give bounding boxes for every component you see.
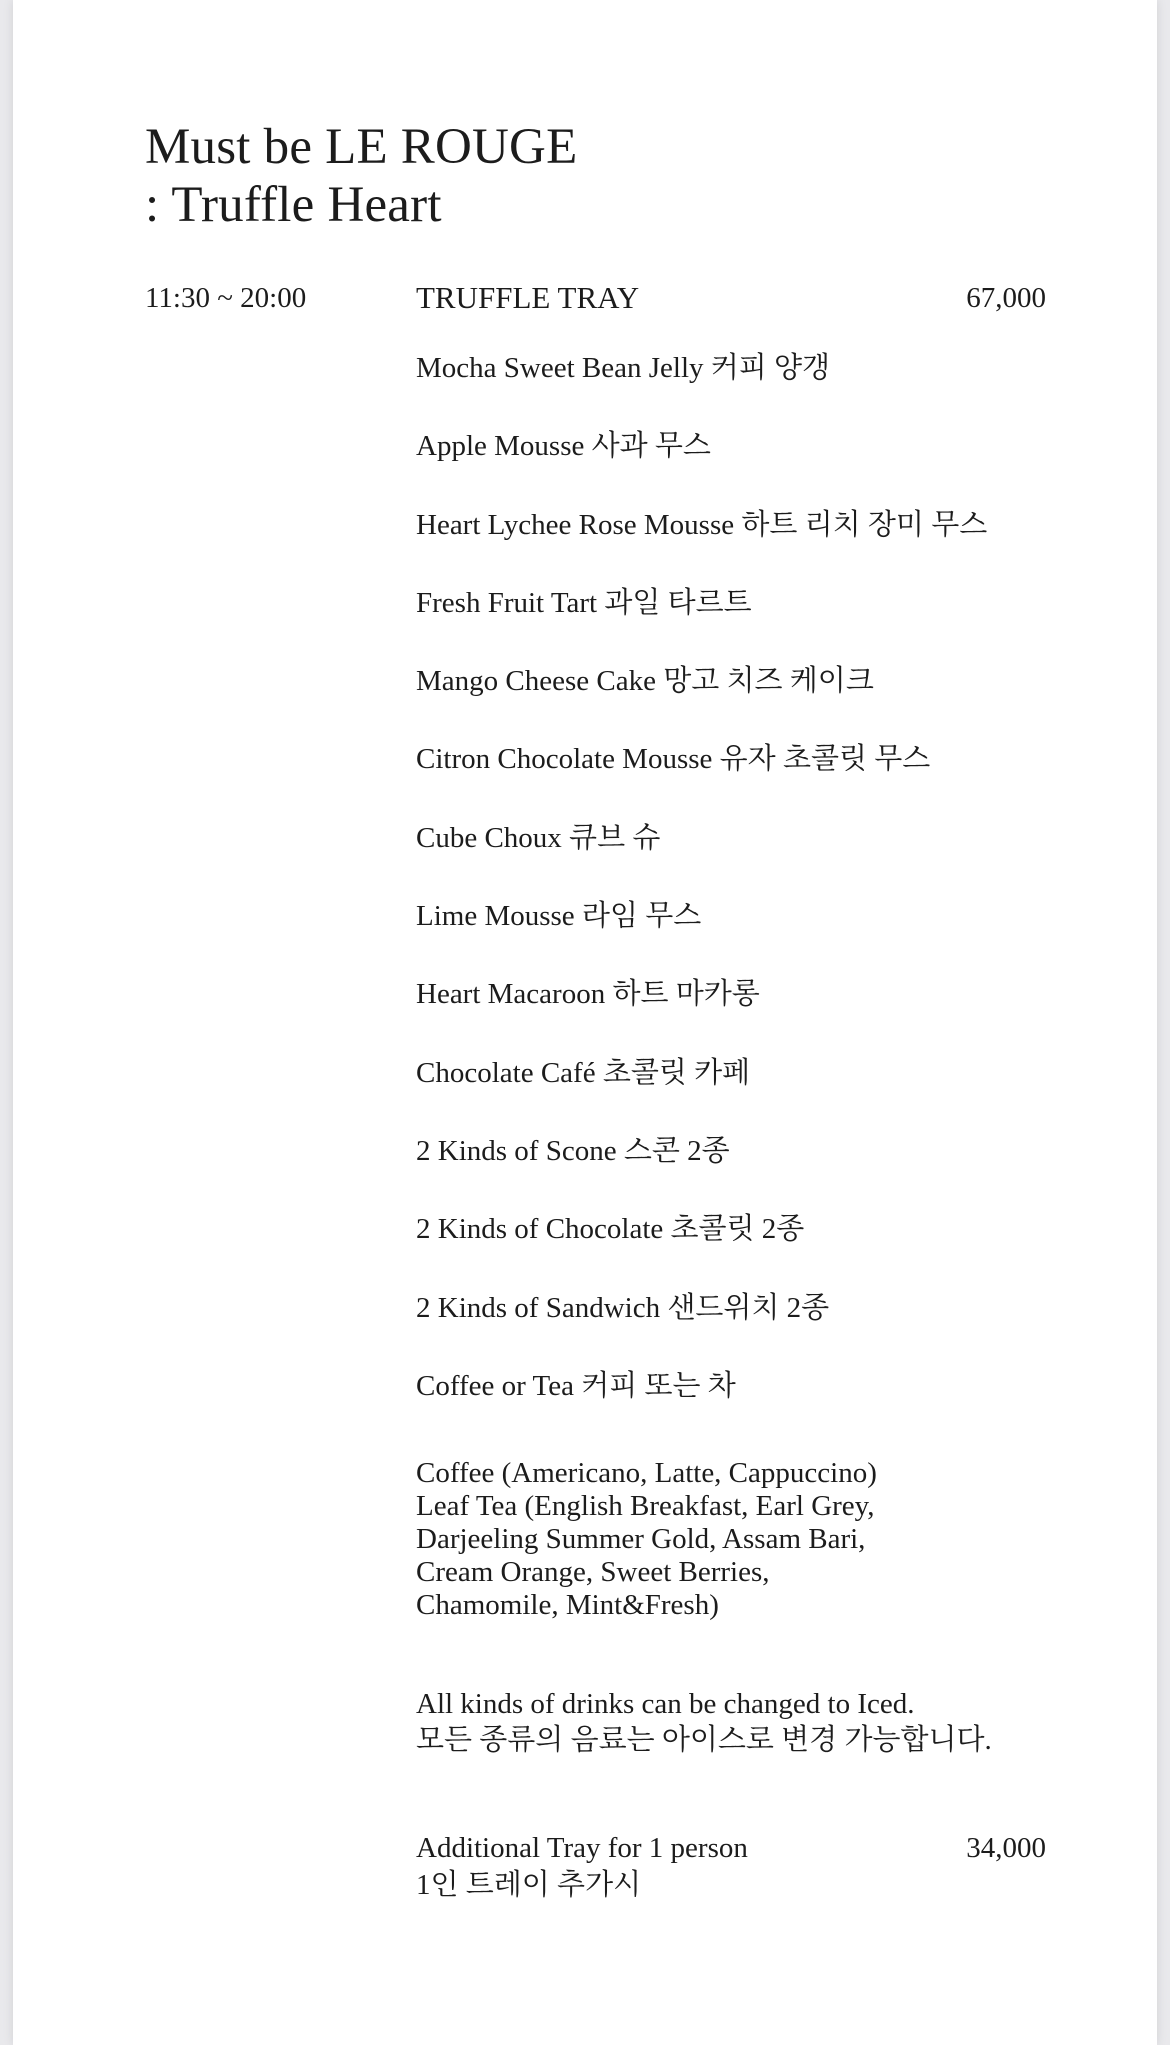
tray-item: 2 Kinds of Sandwich 샌드위치 2종 [416,1291,830,1324]
tray-item: Cube Choux 큐브 슈 [416,821,661,854]
tray-item: Apple Mousse 사과 무스 [416,430,711,463]
additional-tray-english: Additional Tray for 1 person [416,1832,748,1864]
tray-item: Heart Macaroon 하트 마카롱 [416,978,760,1011]
drink-options-line: Darjeeling Summer Gold, Assam Bari, [416,1523,866,1555]
additional-tray-price: 34,000 [966,1832,1046,1864]
iced-note [416,1686,992,1758]
menu-title-line-1: Must be LE ROUGE [145,119,578,175]
drink-options [416,1457,877,1622]
iced-note-english: All kinds of drinks can be changed to Iced. [416,1688,915,1720]
tray-item: Heart Lychee Rose Mousse 하트 리치 장미 무스 [416,508,988,541]
tray-item: Fresh Fruit Tart 과일 타르트 [416,586,752,619]
serving-hours: 11:30 ~ 20:00 [145,282,307,314]
drink-options-line: Coffee (Americano, Latte, Cappuccino) [416,1457,877,1489]
tray-item: Coffee or Tea 커피 또는 차 [416,1369,736,1402]
tray-item: Citron Chocolate Mousse 유자 초콜릿 무스 [416,743,931,776]
drink-options-line: Cream Orange, Sweet Berries, [416,1556,770,1588]
tray-item: 2 Kinds of Scone 스콘 2종 [416,1134,730,1167]
tray-item: Chocolate Café 초콜릿 카페 [416,1056,751,1089]
tray-item: 2 Kinds of Chocolate 초콜릿 2종 [416,1213,805,1246]
tray-price: 67,000 [966,282,1046,314]
iced-note-korean: 모든 종류의 음료는 아이스로 변경 가능합니다. [416,1724,992,1756]
tray-item: Mango Cheese Cake 망고 치즈 케이크 [416,665,874,698]
tray-item-list [416,350,987,1446]
menu-title-line-2: : Truffle Heart [145,177,442,233]
menu-page [13,0,1157,2045]
additional-tray-korean: 1인 트레이 추가시 [416,1869,642,1901]
tray-item: Lime Mousse 라임 무스 [416,900,702,933]
menu-title [145,118,577,234]
drink-options-line: Leaf Tea (English Breakfast, Earl Grey, [416,1490,875,1522]
drink-options-line: Chamomile, Mint&Fresh) [416,1589,719,1621]
tray-item: Mocha Sweet Bean Jelly 커피 양갱 [416,352,831,384]
tray-name: TRUFFLE TRAY [416,280,640,315]
additional-tray [416,1830,748,1904]
